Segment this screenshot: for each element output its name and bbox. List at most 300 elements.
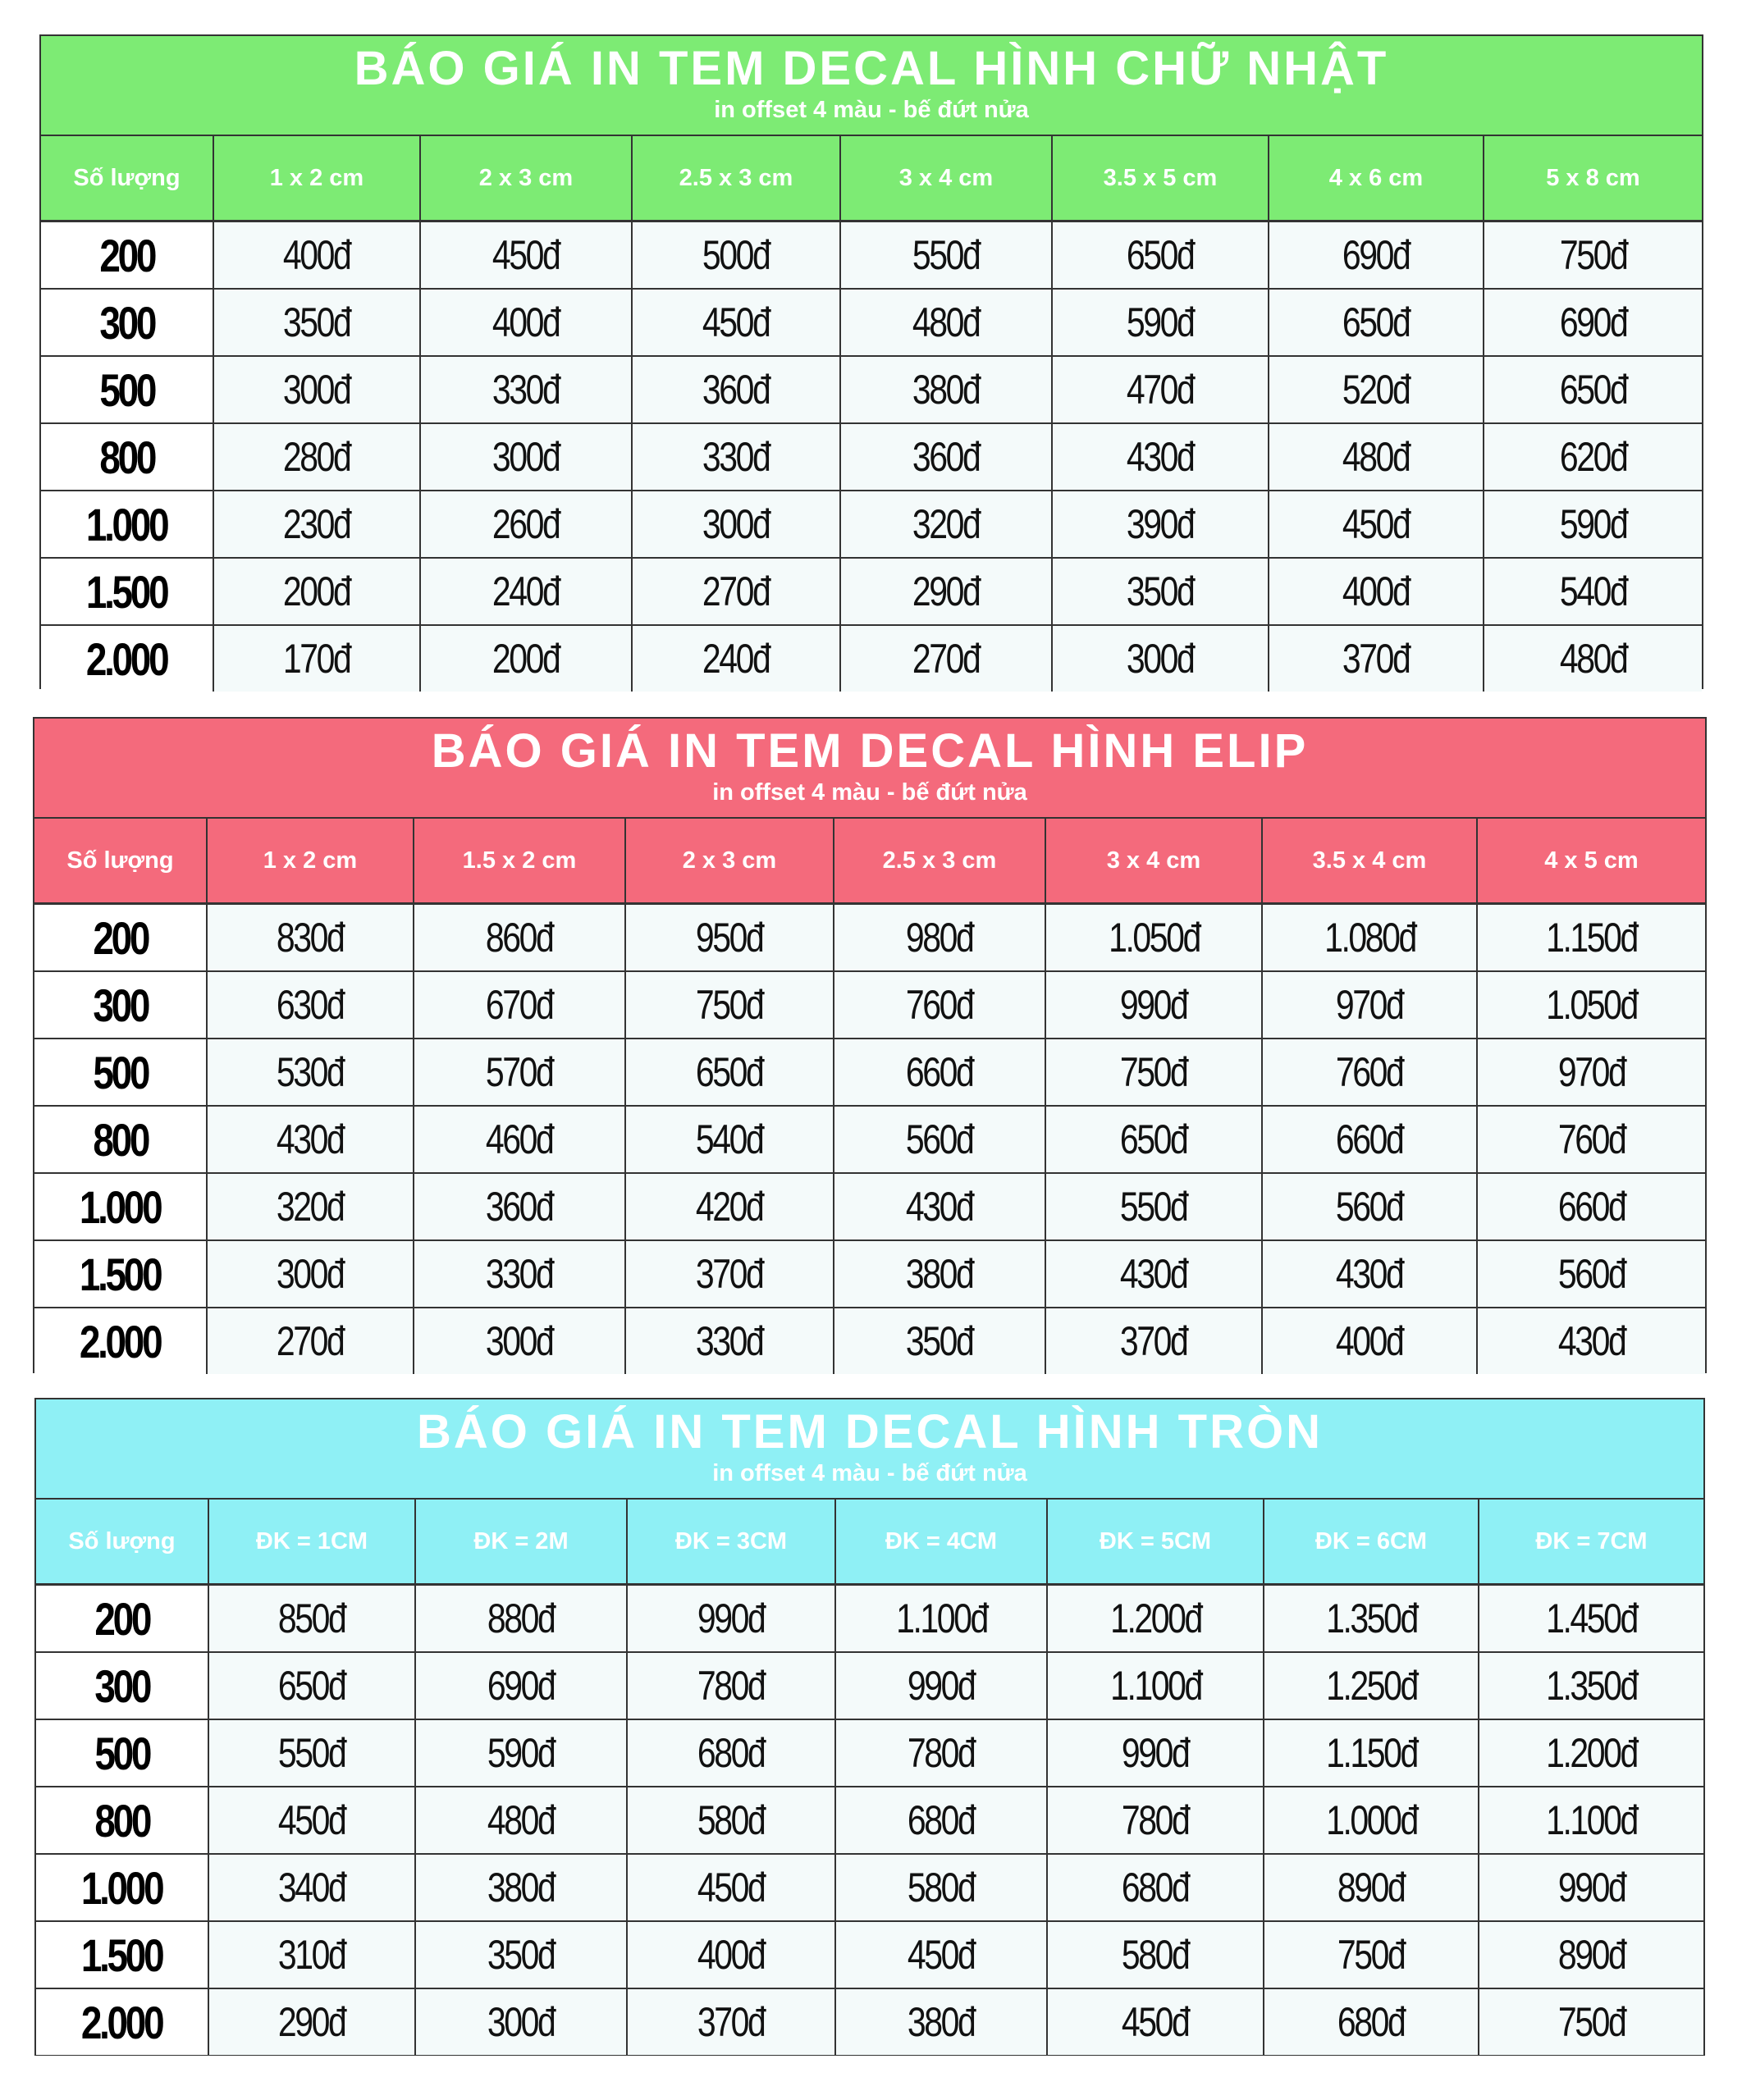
price-cell [414,1240,625,1308]
price-cell [208,1787,415,1854]
size-column-header: ĐK = 6CM [1264,1500,1479,1585]
quantity-cell [34,1173,207,1240]
quantity-cell [41,625,213,692]
price-value: 670đ [486,982,553,1028]
price-value: 370đ [1120,1318,1187,1364]
price-value: 400đ [1336,1318,1403,1364]
price-cell [1484,289,1702,356]
table-row [36,1921,1703,1988]
table-row [36,1988,1703,2055]
price-value: 280đ [283,434,350,480]
price-value: 330đ [492,367,560,413]
price-value: 890đ [1337,1865,1405,1911]
price-cell [1052,289,1269,356]
price-cell [213,221,420,290]
price-cell [1052,356,1269,423]
price-value: 680đ [697,1730,765,1776]
price-cell [632,491,840,558]
price-value: 480đ [912,299,980,345]
price-cell [1484,221,1702,290]
price-cell [1052,625,1269,692]
price-value: 620đ [1559,434,1627,480]
column-header-row [34,819,1705,904]
price-cell [1045,1240,1262,1308]
price-cell [208,1585,415,1653]
price-cell [208,1652,415,1719]
price-value: 290đ [912,568,980,614]
quantity-value: 2.000 [80,1315,161,1367]
price-cell [834,1240,1045,1308]
price-value: 350đ [906,1318,973,1364]
size-column-header: ĐK = 1CM [208,1500,415,1585]
price-value: 300đ [283,367,350,413]
price-value: 460đ [486,1116,553,1162]
price-value: 450đ [278,1797,345,1843]
price-cell [1479,1854,1703,1921]
price-cell [1269,356,1484,423]
price-value: 540đ [696,1116,763,1162]
price-value: 750đ [1337,1932,1405,1978]
price-value: 400đ [492,299,560,345]
price-value: 550đ [278,1730,345,1776]
price-cell [625,904,834,972]
price-cell [415,1787,627,1854]
column-header-row [36,1500,1703,1585]
price-cell [414,1106,625,1173]
price-cell [1484,625,1702,692]
quantity-cell [41,423,213,491]
price-value: 480đ [487,1797,555,1843]
price-cell [840,558,1052,625]
price-value: 970đ [1336,982,1403,1028]
price-cell [1262,1039,1477,1106]
price-cell [1264,1787,1479,1854]
quantity-cell [36,1652,208,1719]
table-row [41,221,1702,290]
price-cell [1264,1988,1479,2055]
price-value: 450đ [1122,1999,1189,2045]
price-cell [1047,1921,1264,1988]
price-value: 780đ [1122,1797,1189,1843]
price-value: 400đ [283,232,350,278]
price-value: 580đ [908,1865,975,1911]
price-value: 200đ [283,568,350,614]
quantity-value: 300 [93,979,148,1031]
price-cell [414,1039,625,1106]
quantity-value: 1.000 [80,1180,161,1233]
price-value: 660đ [1557,1184,1625,1230]
price-value: 430đ [1120,1251,1187,1297]
price-value: 330đ [486,1251,553,1297]
quantity-cell [41,221,213,290]
price-value: 480đ [1559,636,1627,682]
price-value: 1.100đ [1109,1663,1201,1709]
price-value: 660đ [906,1049,973,1095]
price-value: 650đ [1120,1116,1187,1162]
quantity-column-header: Số lượng [36,1500,208,1585]
size-column-header: 4 x 6 cm [1269,136,1484,221]
quantity-value: 2.000 [86,632,167,685]
size-column-header: 3.5 x 5 cm [1052,136,1269,221]
price-table-rectangle [39,34,1703,689]
quantity-cell [36,1719,208,1787]
size-column-header: 2 x 3 cm [625,819,834,904]
price-value: 680đ [1122,1865,1189,1911]
price-cell [1269,289,1484,356]
price-table-ellipse [33,717,1707,1373]
price-value: 380đ [912,367,980,413]
price-cell [415,1988,627,2055]
price-value: 570đ [486,1049,553,1095]
quantity-value: 800 [94,1794,149,1847]
table-row [34,904,1705,972]
price-value: 360đ [702,367,770,413]
price-value: 990đ [908,1663,975,1709]
price-value: 450đ [908,1932,975,1978]
quantity-value: 1.500 [86,565,167,618]
price-cell [627,1585,835,1653]
size-column-header: ĐK = 3CM [627,1500,835,1585]
price-value: 990đ [697,1596,765,1641]
price-value: 650đ [278,1663,345,1709]
price-cell [213,423,420,491]
price-cell [1047,1719,1264,1787]
price-value: 780đ [908,1730,975,1776]
price-table-circle [34,1398,1705,2056]
price-value: 350đ [1127,568,1194,614]
price-cell [835,1719,1047,1787]
price-value: 650đ [1127,232,1194,278]
table-row [36,1719,1703,1787]
price-value: 760đ [1336,1049,1403,1095]
quantity-value: 800 [93,1113,148,1166]
price-cell [625,1240,834,1308]
price-cell [1262,904,1477,972]
price-cell [207,904,414,972]
price-value: 830đ [277,915,344,961]
price-cell [835,1921,1047,1988]
price-value: 880đ [487,1596,555,1641]
price-cell [1479,1787,1703,1854]
quantity-cell [41,356,213,423]
price-value: 1.100đ [1546,1797,1637,1843]
price-cell [1264,1652,1479,1719]
table-row [36,1854,1703,1921]
price-value: 350đ [487,1932,555,1978]
price-cell [840,221,1052,290]
price-cell [1045,1173,1262,1240]
table-row [41,356,1702,423]
price-cell [208,1921,415,1988]
price-value: 650đ [1559,367,1627,413]
table-row [41,625,1702,692]
price-cell [420,356,632,423]
price-value: 1.050đ [1108,915,1200,961]
price-cell [1269,423,1484,491]
price-cell [632,221,840,290]
price-value: 390đ [1127,501,1194,547]
price-cell [1047,1988,1264,2055]
price-cell [1047,1652,1264,1719]
table-row [36,1585,1703,1653]
price-value: 230đ [283,501,350,547]
price-cell [1484,558,1702,625]
quantity-cell [34,971,207,1039]
price-value: 690đ [1559,299,1627,345]
price-cell [1047,1787,1264,1854]
price-cell [835,1988,1047,2055]
price-cell [1264,1921,1479,1988]
price-cell [1269,491,1484,558]
price-cell [208,1854,415,1921]
size-column-header: 3 x 4 cm [840,136,1052,221]
table-header-banner [41,36,1702,136]
price-cell [1477,904,1705,972]
price-cell [632,558,840,625]
price-value: 650đ [1342,299,1410,345]
price-cell [625,1039,834,1106]
price-value: 380đ [908,1999,975,2045]
price-value: 470đ [1127,367,1194,413]
price-cell [632,356,840,423]
price-cell [1477,1308,1705,1374]
price-value: 1.080đ [1324,915,1415,961]
price-cell [414,971,625,1039]
price-cell [1047,1585,1264,1653]
price-cell [1264,1719,1479,1787]
quantity-cell [34,1106,207,1173]
table-row [34,1039,1705,1106]
size-column-header: ĐK = 2M [415,1500,627,1585]
size-column-header: ĐK = 4CM [835,1500,1047,1585]
price-cell [835,1787,1047,1854]
price-value: 990đ [1557,1865,1625,1911]
price-cell [625,1173,834,1240]
price-cell [1262,1173,1477,1240]
quantity-cell [34,1039,207,1106]
quantity-value: 2.000 [81,1996,162,2048]
price-cell [840,491,1052,558]
price-cell [1047,1854,1264,1921]
price-cell [1264,1854,1479,1921]
price-value: 170đ [283,636,350,682]
price-cell [420,625,632,692]
quantity-cell [34,904,207,972]
price-cell [627,1988,835,2055]
price-value: 500đ [702,232,770,278]
price-cell [420,558,632,625]
price-value: 400đ [697,1932,765,1978]
price-value: 300đ [492,434,560,480]
price-cell [1262,1106,1477,1173]
table-header-banner [36,1399,1703,1500]
table-row [34,971,1705,1039]
price-cell [414,1173,625,1240]
price-value: 1.000đ [1325,1797,1417,1843]
quantity-cell [36,1921,208,1988]
price-value: 590đ [487,1730,555,1776]
price-cell [834,1308,1045,1374]
price-cell [1262,1308,1477,1374]
price-value: 300đ [486,1318,553,1364]
table-row [41,423,1702,491]
table-subtitle: in offset 4 màu - bế đứt nửa [712,779,1027,806]
price-value: 400đ [1342,568,1410,614]
price-value: 1.100đ [895,1596,987,1641]
table-row [41,491,1702,558]
price-value: 260đ [492,501,560,547]
price-cell [835,1585,1047,1653]
price-value: 680đ [908,1797,975,1843]
quantity-value: 500 [93,1046,148,1098]
price-cell [627,1854,835,1921]
price-cell [840,625,1052,692]
price-cell [1479,1652,1703,1719]
quantity-cell [34,1240,207,1308]
price-value: 300đ [487,1999,555,2045]
price-cell [420,423,632,491]
price-value: 340đ [278,1865,345,1911]
price-value: 1.200đ [1109,1596,1201,1641]
price-value: 750đ [1557,1999,1625,2045]
price-cell [208,1719,415,1787]
price-value: 630đ [277,982,344,1028]
table-row [34,1173,1705,1240]
price-cell [1479,1719,1703,1787]
price-cell [1262,1240,1477,1308]
price-value: 1.350đ [1546,1663,1637,1709]
price-cell [627,1921,835,1988]
price-cell [1052,221,1269,290]
price-cell [1269,558,1484,625]
table-title: BÁO GIÁ IN TEM DECAL HÌNH TRÒN [417,1405,1323,1459]
size-column-header: 1 x 2 cm [213,136,420,221]
size-column-header: 2 x 3 cm [420,136,632,221]
price-value: 380đ [906,1251,973,1297]
price-value: 690đ [1342,232,1410,278]
price-value: 290đ [278,1999,345,2045]
quantity-cell [41,558,213,625]
price-cell [835,1854,1047,1921]
price-value: 320đ [277,1184,344,1230]
price-cell [834,1106,1045,1173]
price-cell [840,356,1052,423]
quantity-value: 200 [94,1592,149,1645]
price-value: 450đ [1342,501,1410,547]
price-value: 420đ [696,1184,763,1230]
price-cell [1477,1106,1705,1173]
size-column-header: 2.5 x 3 cm [834,819,1045,904]
price-cell [213,625,420,692]
price-value: 320đ [912,501,980,547]
price-cell [1052,423,1269,491]
price-value: 450đ [697,1865,765,1911]
price-cell [415,1854,627,1921]
price-value: 1.200đ [1546,1730,1637,1776]
quantity-value: 800 [99,431,154,483]
price-value: 240đ [702,636,770,682]
quantity-column-header: Số lượng [34,819,207,904]
price-cell [840,423,1052,491]
size-column-header: 3 x 4 cm [1045,819,1262,904]
price-cell [1479,1988,1703,2055]
price-cell [420,221,632,290]
price-value: 370đ [1342,636,1410,682]
price-cell [207,1173,414,1240]
price-cell [1477,1240,1705,1308]
quantity-value: 200 [99,229,154,281]
price-value: 550đ [1120,1184,1187,1230]
price-value: 660đ [1336,1116,1403,1162]
price-cell [834,1039,1045,1106]
price-value: 450đ [702,299,770,345]
quantity-value: 300 [94,1659,149,1712]
price-cell [1045,971,1262,1039]
price-value: 850đ [278,1596,345,1641]
quantity-value: 300 [99,296,154,349]
price-cell [1045,1106,1262,1173]
price-cell [1479,1585,1703,1653]
price-value: 980đ [906,915,973,961]
quantity-cell [41,491,213,558]
price-value: 690đ [487,1663,555,1709]
price-value: 430đ [277,1116,344,1162]
price-value: 1.050đ [1546,982,1637,1028]
price-value: 1.150đ [1546,915,1637,961]
price-value: 590đ [1127,299,1194,345]
quantity-value: 1.500 [80,1248,161,1300]
price-cell [420,491,632,558]
price-value: 580đ [697,1797,765,1843]
price-value: 760đ [906,982,973,1028]
price-cell [625,1308,834,1374]
table-row [36,1652,1703,1719]
price-value: 370đ [697,1999,765,2045]
price-value: 650đ [696,1049,763,1095]
quantity-cell [36,1988,208,2055]
table-row [36,1787,1703,1854]
price-cell [207,971,414,1039]
price-cell [1045,1039,1262,1106]
price-cell [840,289,1052,356]
price-cell [627,1652,835,1719]
price-value: 430đ [1127,434,1194,480]
table-subtitle: in offset 4 màu - bế đứt nửa [714,97,1029,123]
price-cell [632,625,840,692]
price-cell [1052,491,1269,558]
price-cell [213,356,420,423]
quantity-cell [36,1854,208,1921]
table-header-banner [34,719,1705,819]
size-column-header: 1 x 2 cm [207,819,414,904]
price-cell [207,1039,414,1106]
price-cell [834,971,1045,1039]
table-title: BÁO GIÁ IN TEM DECAL HÌNH CHỮ NHẬT [354,42,1389,95]
quantity-cell [36,1585,208,1653]
table-row [41,558,1702,625]
price-value: 970đ [1557,1049,1625,1095]
size-column-header: 4 x 5 cm [1477,819,1705,904]
price-cell [627,1787,835,1854]
price-cell [415,1585,627,1653]
price-cell [1269,625,1484,692]
price-cell [208,1988,415,2055]
price-cell [834,904,1045,972]
price-value: 330đ [696,1318,763,1364]
price-cell [420,289,632,356]
price-cell [414,1308,625,1374]
price-grid [36,1500,1703,2055]
